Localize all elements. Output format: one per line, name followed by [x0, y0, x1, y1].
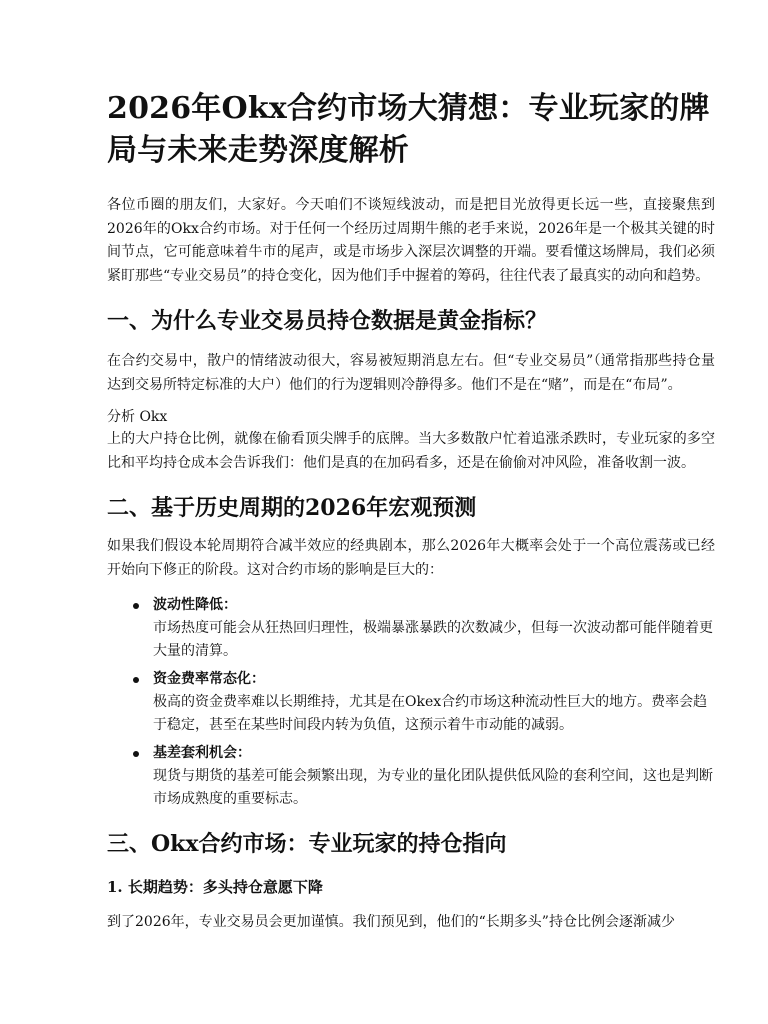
section-2	[107, 493, 715, 811]
list-item-term: 资金费率常态化：	[153, 671, 265, 687]
list-item-description: 极高的资金费率难以长期维持，尤其是在Okex合约市场这种流动性巨大的地方。费率会趋于稳定，甚至在某些时间段内转为负值，这预示着牛市动能的减弱。	[153, 694, 708, 733]
bullet-dot-icon	[133, 677, 139, 683]
section-3-heading: 三、Okx合约市场：专业玩家的持仓指向	[107, 831, 507, 857]
bullet-dot-icon	[133, 751, 139, 757]
list-item	[153, 668, 715, 737]
list-item	[153, 742, 715, 811]
bullet-dot-icon	[133, 603, 139, 609]
list-item-term: 基差套利机会：	[153, 745, 251, 761]
section-2-heading: 二、基于历史周期的2026年宏观预测	[107, 495, 477, 521]
section-1-paragraph-2: 上的大户持仓比例，就像在偷看顶尖牌手的底牌。当大多数散户忙着追涨杀跌时，专业玩家的多空比和平均持仓成本会告诉我们：他们是真的在加码看多，还是在偷偷对冲风险，准备收割一波。	[107, 431, 715, 471]
list-item	[153, 594, 715, 663]
section-1-paragraph-1: 在合约交易中，散户的情绪波动很大，容易被短期消息左右。但“专业交易员”（通常指那些持仓量达到交易所特定标准的大户）他们的行为逻辑则冷静得多。他们不是在“赌”，而是在“布局”。	[107, 353, 715, 393]
section-1-paragraph-2-label: 分析 Okx	[107, 409, 168, 425]
intro-paragraph: 各位币圈的朋友们，大家好。今天咱们不谈短线波动，而是把目光放得更长远一些，直接聚焦到2026年的Okx合约市场。对于任何一个经历过周期牛熊的老手来说，2026年是一个极其关键的时间节点，它可能意味着牛市的尾声，或是市场步入深层次调整的开端。要看懂这场牌局，我们必须紧盯那些“专业交易员”的持仓变化，因为他们手中握着的筹码，往往代表了最真实的动向和趋势。	[107, 197, 715, 284]
section-1-heading: 一、为什么专业交易员持仓数据是黄金指标？	[107, 308, 548, 334]
list-item-description: 市场热度可能会从狂热回归理性，极端暴涨暴跌的次数减少，但每一次波动都可能伴随着更大量的清算。	[153, 620, 713, 659]
list-item-description: 现货与期货的基差可能会频繁出现，为专业的量化团队提供低风险的套利空间，这也是判断市场成熟度的重要标志。	[153, 768, 713, 807]
list-item-term: 波动性降低：	[153, 597, 237, 613]
document-page	[107, 88, 715, 935]
section-2-bullet-list	[107, 594, 715, 811]
section-3-paragraph-1: 到了2026年，专业交易员会更加谨慎。我们预见到，他们的“长期多头”持仓比例会逐渐减少	[107, 914, 675, 930]
section-3-subheading: 1. 长期趋势：多头持仓意愿下降	[107, 878, 323, 896]
page-title: 2026年Okx合约市场大猜想：专业玩家的牌局与未来走势深度解析	[107, 91, 710, 168]
section-1	[107, 306, 715, 475]
section-3	[107, 829, 715, 935]
section-2-paragraph-1: 如果我们假设本轮周期符合减半效应的经典剧本，那么2026年大概率会处于一个高位震荡或已经开始向下修正的阶段。这对合约市场的影响是巨大的：	[107, 538, 715, 578]
